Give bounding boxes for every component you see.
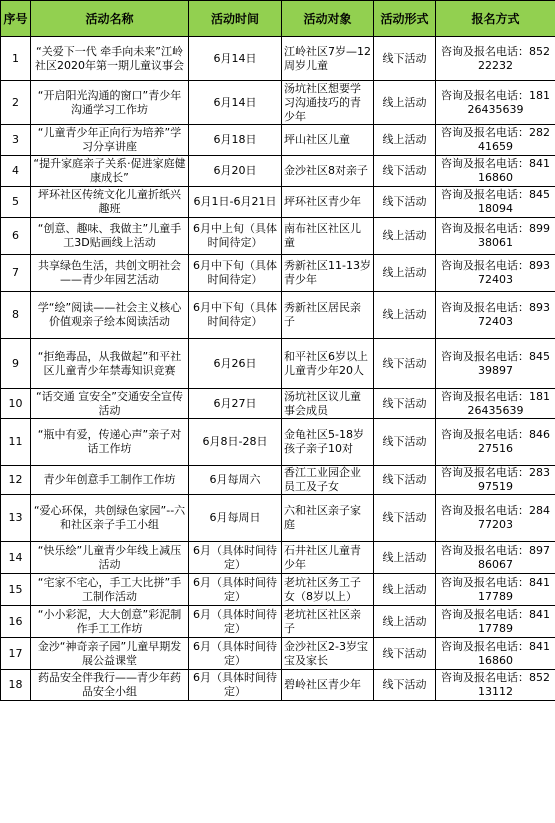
row-no: 9 [1,339,31,389]
signup-method: 咨询及报名电话：89372403 [436,292,555,339]
activity-time: 6月每周日 [189,495,282,542]
header-no: 序号 [1,1,31,37]
activity-time: 6月14日 [189,81,282,125]
activity-form: 线上活动 [374,542,436,574]
activity-name: 青少年创意手工制作工作坊 [31,466,189,495]
activity-target: 坪山社区儿童 [282,125,374,156]
activity-target: 老坑社区社区亲子 [282,606,374,638]
table-row [1,574,555,606]
activity-name: “创意、趣味、我做主”儿童手工3D贴画线上活动 [31,218,189,255]
activity-target: 六和社区亲子家庭 [282,495,374,542]
row-no: 16 [1,606,31,638]
activity-form: 线上活动 [374,292,436,339]
activity-target: 汤坑社区想要学习沟通技巧的青少年 [282,81,374,125]
activity-time: 6月（具体时间待定） [189,606,282,638]
activity-time: 6月26日 [189,339,282,389]
table-row [1,638,555,670]
table-row [1,218,555,255]
activity-form: 线上活动 [374,255,436,292]
header-row [1,1,555,37]
activity-form: 线下活动 [374,419,436,466]
signup-method: 咨询及报名电话：85222232 [436,37,555,81]
row-no: 3 [1,125,31,156]
activity-name: “宅家不宅心，手工大比拼”手工制作活动 [31,574,189,606]
signup-method: 咨询及报名电话：84627516 [436,419,555,466]
activity-target: 坪环社区青少年 [282,187,374,218]
table-body [1,37,555,701]
row-no: 1 [1,37,31,81]
row-no: 17 [1,638,31,670]
activity-name: 学“绘”阅读——社会主义核心价值观亲子绘本阅读活动 [31,292,189,339]
signup-method: 咨询及报名电话：89372403 [436,255,555,292]
activity-name: “拒绝毒品，从我做起”和平社区儿童青少年禁毒知识竞赛 [31,339,189,389]
row-no: 11 [1,419,31,466]
row-no: 6 [1,218,31,255]
row-no: 12 [1,466,31,495]
activity-form: 线下活动 [374,339,436,389]
activity-time: 6月（具体时间待定） [189,542,282,574]
activity-name: “小小彩泥，大大创意”彩泥制作手工工作坊 [31,606,189,638]
table-row [1,495,555,542]
row-no: 7 [1,255,31,292]
activity-form: 线下活动 [374,495,436,542]
table-row [1,292,555,339]
activity-name: “提升家庭亲子关系·促进家庭健康成长” [31,156,189,187]
activity-form: 线上活动 [374,125,436,156]
header-signup: 报名方式 [436,1,555,37]
activity-target: 汤坑社区议儿童事会成员 [282,389,374,419]
activity-name: 金沙“神奇亲子园”儿童早期发展公益课堂 [31,638,189,670]
activity-name: 坪环社区传统文化儿童折纸兴趣班 [31,187,189,218]
table-row [1,419,555,466]
activity-time: 6月中下旬（具体时间待定） [189,292,282,339]
activity-name: “关爱下一代 牵手向未来”江岭社区2020年第一期儿童议事会 [31,37,189,81]
activity-target: 南布社区社区儿童 [282,218,374,255]
activity-time: 6月（具体时间待定） [189,670,282,701]
activity-time: 6月18日 [189,125,282,156]
signup-method: 咨询及报名电话：89938061 [436,218,555,255]
signup-method: 咨询及报名电话：84518094 [436,187,555,218]
activity-form: 线下活动 [374,466,436,495]
row-no: 13 [1,495,31,542]
table-row [1,542,555,574]
table-header [1,1,555,37]
activity-form: 线下活动 [374,638,436,670]
table-row [1,37,555,81]
activity-name: “儿童青少年正向行为培养”学习分享讲座 [31,125,189,156]
activity-form: 线下活动 [374,156,436,187]
activity-form: 线上活动 [374,574,436,606]
row-no: 18 [1,670,31,701]
activity-name: “爱心环保，共创绿色家园”--六和社区亲子手工小组 [31,495,189,542]
header-target: 活动对象 [282,1,374,37]
activity-form: 线下活动 [374,37,436,81]
activity-target: 老坑社区务工子女（8岁以上） [282,574,374,606]
activity-target: 江岭社区7岁—12周岁儿童 [282,37,374,81]
header-time: 活动时间 [189,1,282,37]
activity-target: 和平社区6岁以上儿童青少年20人 [282,339,374,389]
header-name: 活动名称 [31,1,189,37]
activity-target: 金沙社区8对亲子 [282,156,374,187]
activity-time: 6月20日 [189,156,282,187]
activity-target: 香江工业园企业员工及子女 [282,466,374,495]
table-row [1,389,555,419]
table-row [1,466,555,495]
activity-time: 6月14日 [189,37,282,81]
table-row [1,187,555,218]
activity-time: 6月1日-6月21日 [189,187,282,218]
signup-method: 咨询及报名电话：84117789 [436,606,555,638]
table-row [1,670,555,701]
signup-method: 咨询及报名电话：84116860 [436,638,555,670]
signup-method: 咨询及报名电话：18126435639 [436,389,555,419]
activity-time: 6月8日-28日 [189,419,282,466]
activity-name: “快乐绘”儿童青少年线上减压活动 [31,542,189,574]
activity-time: 6月每周六 [189,466,282,495]
header-form: 活动形式 [374,1,436,37]
signup-method: 咨询及报名电话：89786067 [436,542,555,574]
row-no: 14 [1,542,31,574]
row-no: 4 [1,156,31,187]
signup-method: 咨询及报名电话：85213112 [436,670,555,701]
table-row [1,606,555,638]
signup-method: 咨询及报名电话：84117789 [436,574,555,606]
activity-time: 6月（具体时间待定） [189,638,282,670]
signup-method: 咨询及报名电话：28477203 [436,495,555,542]
table-row [1,255,555,292]
activity-form: 线上活动 [374,606,436,638]
table-row [1,339,555,389]
activity-name: “开启阳光沟通的窗口”青少年沟通学习工作坊 [31,81,189,125]
signup-method: 咨询及报名电话：18126435639 [436,81,555,125]
activity-target: 石井社区儿童青少年 [282,542,374,574]
activity-target: 秀新社区居民亲子 [282,292,374,339]
activity-target: 碧岭社区青少年 [282,670,374,701]
signup-method: 咨询及报名电话：84116860 [436,156,555,187]
table-row [1,81,555,125]
activity-form: 线下活动 [374,187,436,218]
table-row [1,156,555,187]
row-no: 8 [1,292,31,339]
row-no: 5 [1,187,31,218]
activity-name: “瓶中有爱，传递心声”亲子对话工作坊 [31,419,189,466]
activity-form: 线下活动 [374,389,436,419]
row-no: 2 [1,81,31,125]
activity-target: 金沙社区2-3岁宝宝及家长 [282,638,374,670]
activity-form: 线上活动 [374,218,436,255]
row-no: 10 [1,389,31,419]
activity-target: 秀新社区11-13岁青少年 [282,255,374,292]
activity-name: “话交通 宣安全”交通安全宣传活动 [31,389,189,419]
activity-time: 6月中上旬（具体时间待定） [189,218,282,255]
signup-method: 咨询及报名电话：28241659 [436,125,555,156]
table-row [1,125,555,156]
activity-form: 线下活动 [374,670,436,701]
activity-target: 金龟社区5-18岁孩子亲子10对 [282,419,374,466]
signup-method: 咨询及报名电话：28397519 [436,466,555,495]
activity-time: 6月（具体时间待定） [189,574,282,606]
signup-method: 咨询及报名电话：84539897 [436,339,555,389]
activity-time: 6月27日 [189,389,282,419]
activity-time: 6月中下旬（具体时间待定） [189,255,282,292]
activity-name: 共享绿色生活，共创文明社会——青少年园艺活动 [31,255,189,292]
activity-form: 线上活动 [374,81,436,125]
activity-name: 药品安全伴我行——青少年药品安全小组 [31,670,189,701]
row-no: 15 [1,574,31,606]
